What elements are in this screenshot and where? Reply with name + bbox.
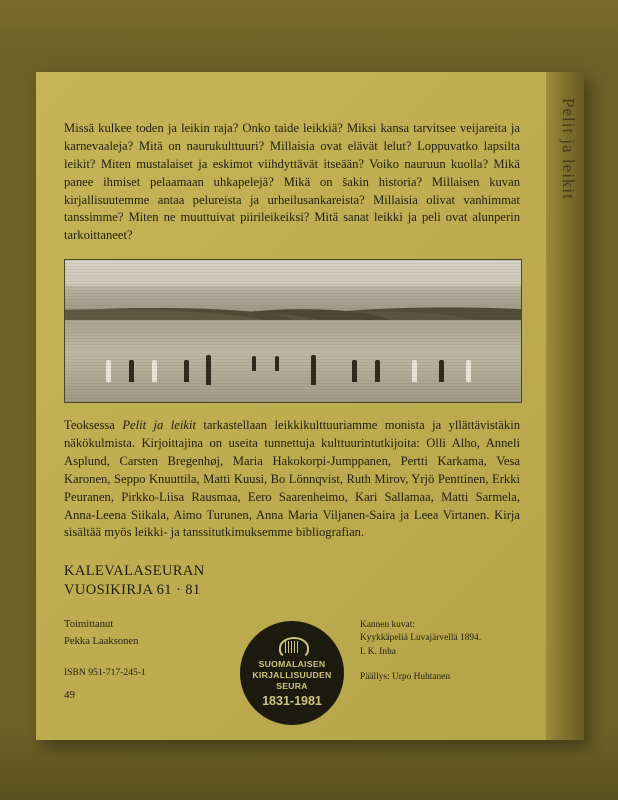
footer-left-block [64, 617, 254, 704]
book-object [36, 72, 584, 740]
spine-title: Pelit ja leikit [559, 98, 578, 200]
back-cover [36, 72, 546, 740]
description-lead: Teoksessa [64, 418, 123, 433]
cover-footer [64, 617, 520, 737]
description-title: Pelit ja leikit [122, 418, 196, 433]
seal-line-1: SUOMALAISEN [258, 659, 326, 670]
kantele-icon [279, 637, 305, 657]
series-info [64, 562, 520, 600]
kyykka-game-photo [64, 259, 522, 403]
isbn-text: ISBN 951-717-245-1 [64, 667, 146, 679]
footer-right-block [360, 619, 520, 686]
editor-label: Toimittanut [64, 618, 114, 630]
editor-name: Pekka Laaksonen [64, 636, 139, 648]
seal-line-2: KIRJALLISUUDEN [252, 670, 332, 681]
photo-grain-overlay [65, 260, 521, 402]
cover-credit-line-1: Kyykkäpeliä Luvajärvellä 1894. [360, 633, 482, 644]
blurb-text: Missä kulkee toden ja leikin raja? Onko taide leikkiä? Miksi kansa tarvitsee veijareita ja karnevaaleja? Mitä on naurukulttuuri? Millaisia ovat elävät lelut? Loppuvatko lapsilta leikit? Miten mustalaiset ja eskimot viihdyttävät itseään? Voiko nauruun kuolla? Mikä panee ihmiset pelaamaan uhkapelejä? Mikä on šakin historia? Millaisen kuvan kirjallisuutemme antaa pelureista ja urheilusankareista? Millaisia olivat vanhimmat tanssimme? Miten ne muuttuivat piirileikeiksi? Mitä sanat leikki ja peli ovat alunperin tarkoittaneet? [64, 121, 520, 243]
credit-spacer [360, 659, 520, 671]
book-description [64, 417, 520, 542]
seal-line-3: SEURA [276, 680, 308, 691]
publisher-seal [240, 621, 344, 725]
jacket-credit: Päällys: Urpo Huhtanen [360, 672, 451, 683]
series-line-2: VUOSIKIRJA 61 · 81 [64, 582, 201, 599]
book-spine [545, 72, 584, 740]
description-rest: tarkastellaan leikkikulttuuriamme monista ja yllättävistäkin näkökulmista. Kirjoittajina on useita tunnettuja kulttuurintutkijoita: Olli Alho, Anneli Asplund, Carsten Bregenhøj, Maria Hakokorpi-Jumppanen, Pertti Karkama, Vesa Karonen, Seppo Knuuttila, Matti Kuusi, Bo Lönnqvist, Ruth Mirov, Yrjö Penttinen, Erkki Peuranen, Pirkko-Liisa Rausmaa, Eero Saarenheimo, Kari Sallamaa, Matti Sarmela, Anna-Leena Siikala, Aimo Turunen, Anna Maria Viljanen-Saira ja Leea Virtanen. Kirja sisältää myös leikki- ja tanssitutkimuksemme bibliografian. [64, 418, 520, 540]
cover-credit-label: Kannen kuvat: [360, 619, 415, 630]
cover-credit-line-2: I. K. Inha [360, 646, 396, 657]
back-cover-content [64, 120, 520, 714]
blurb-questions [64, 120, 520, 245]
shelf-number: 49 [64, 688, 75, 701]
series-line-1: KALEVALASEURAN [64, 563, 205, 580]
seal-years: 1831-1981 [262, 693, 322, 708]
